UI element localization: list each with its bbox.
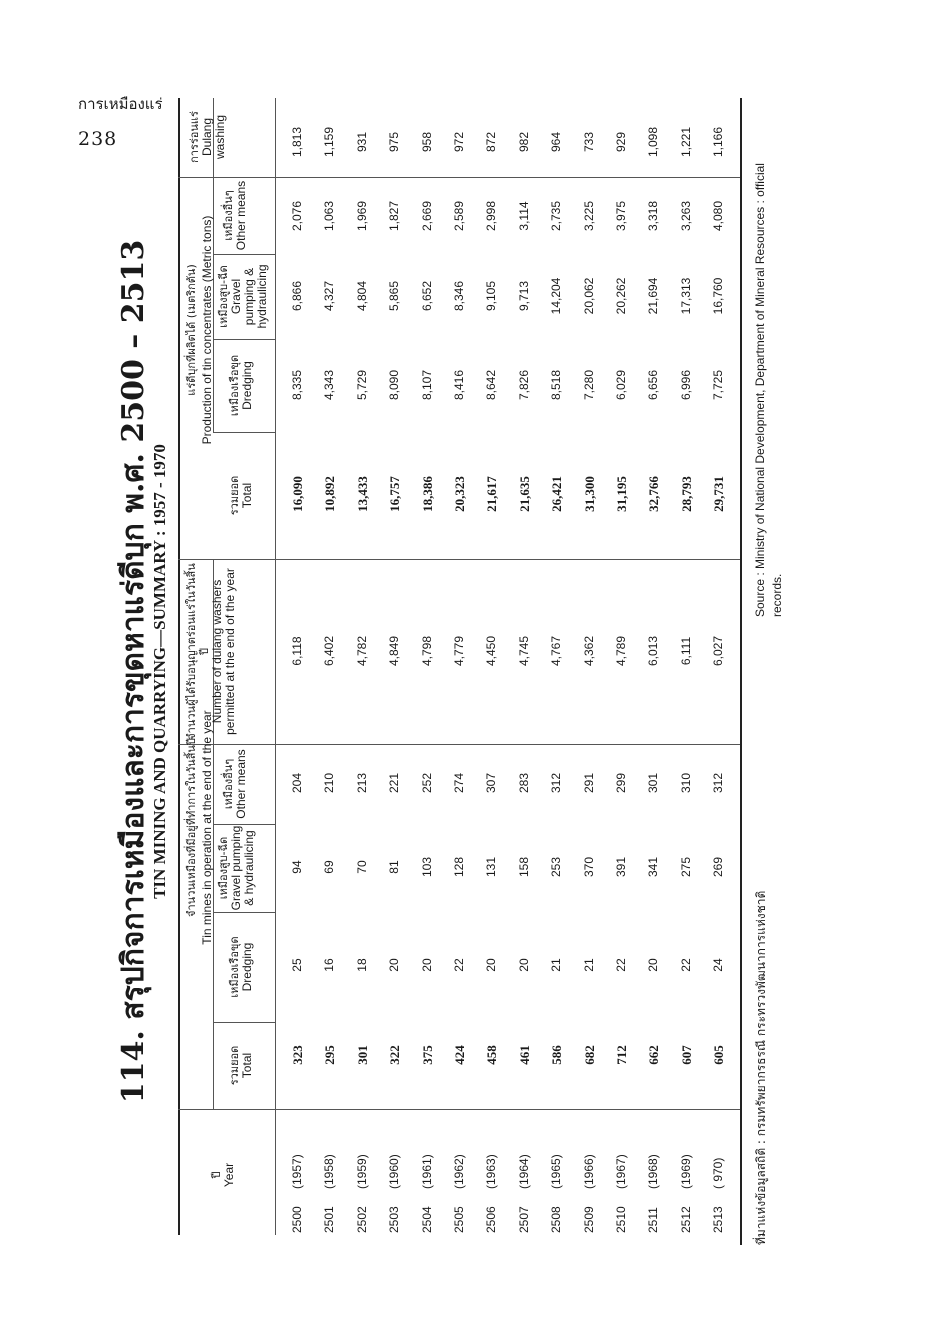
table-cell-pg: 6,652 [419, 280, 434, 312]
table-cell-pd: 8,416 [452, 369, 466, 401]
production-group-header: แร่ดีบุกที่ผลิตได้ (เมตริกตัน) Production of tin concentrates (Metric tons) [185, 215, 214, 445]
table-cell-pu: 964 [549, 131, 564, 153]
table-cell-pu: 1,813 [290, 126, 304, 158]
table-cell-pg: 14,204 [549, 277, 564, 315]
table-cell-dw: 4,450 [484, 635, 499, 667]
table-cell-pg: 9,105 [484, 280, 499, 312]
table-cell-dw: 6,027 [711, 635, 726, 667]
table-cell-dw: 4,767 [549, 635, 564, 667]
table-cell-dw: 6,118 [290, 636, 304, 666]
table-cell-pd: 4,343 [322, 369, 337, 401]
table-cell-mg: 69 [322, 860, 337, 874]
mines-dredging-header: เหมืองเรือขุด Dredging [228, 936, 254, 998]
table-cell-md: 25 [290, 958, 304, 972]
table-cell-pg: 17,313 [678, 277, 693, 315]
table-cell-pd: 8,335 [290, 369, 304, 401]
table-cell-pg: 9,713 [516, 280, 531, 312]
table-cell-mo: 274 [452, 772, 466, 794]
table-cell-mo: 299 [614, 772, 628, 794]
dulang-washers-header: จำนวนผู้ได้รับอนุญาตร่อนแร่ในวันสิ้นปี Number of dulang washers permitted at the end of the year [185, 563, 237, 740]
table-cell-pu: 1,098 [646, 126, 661, 158]
table-cell-po: 4,080 [711, 200, 726, 232]
table-cell-pd: 8,090 [387, 369, 402, 401]
prod-dulang-header: การร่อนแร่ Dulang washing [188, 111, 227, 163]
table-cell-mo: 204 [290, 772, 304, 794]
table-cell-mt: 712 [614, 1045, 629, 1065]
year-ad: (1969) [678, 1154, 693, 1189]
table-cell-md: 22 [614, 958, 628, 972]
year-ad: (1963) [484, 1154, 499, 1189]
table-cell-mg: 94 [290, 860, 304, 874]
table-cell-pt: 16,757 [387, 476, 403, 512]
table-cell-pg: 4,327 [322, 280, 337, 312]
table-cell-po: 2,735 [549, 200, 564, 232]
table-cell-pd: 7,826 [516, 369, 531, 401]
table-cell-pu: 1,159 [322, 126, 337, 158]
table-cell-md: 18 [354, 958, 369, 972]
year-ad: (1958) [322, 1154, 337, 1189]
table-cell-mo: 221 [387, 772, 402, 794]
table-cell-mt: 295 [322, 1045, 338, 1065]
table-cell-po: 3,975 [614, 200, 628, 232]
table-cell-pu: 982 [516, 131, 531, 153]
year-be: 2510 [614, 1206, 628, 1233]
year-be: 2500 [290, 1206, 304, 1233]
table-cell-mt: 461 [516, 1045, 532, 1065]
table-cell-pu: 1,221 [678, 126, 693, 158]
table-cell-pu: 975 [387, 131, 402, 153]
table-cell-dw: 4,849 [387, 635, 402, 667]
source-thai: ที่มาแห่งข้อมูลสถิติ : กรมทรัพยากรธรณี กระทรวงพัฒนาการแห่งชาติ [754, 890, 768, 1245]
table-cell-pd: 7,280 [581, 369, 596, 401]
table-cell-mo: 301 [646, 772, 661, 794]
mines-gravel-header: เหมืองสูบ-ฉีด Gravel pumping & hydraulicing [217, 825, 256, 911]
table-cell-pu: 872 [484, 131, 499, 153]
year-header: ปี Year [210, 1162, 236, 1188]
year-ad: (1967) [614, 1154, 628, 1189]
table-cell-mo: 312 [711, 772, 726, 794]
table-cell-pt: 20,323 [452, 476, 467, 512]
year-be: 2513 [711, 1206, 726, 1233]
year-ad: (1961) [419, 1154, 434, 1189]
running-head: การเหมืองแร่ [78, 95, 163, 113]
table-cell-po: 1,969 [354, 200, 369, 232]
table-cell-pt: 21,635 [516, 476, 532, 512]
table-cell-mg: 253 [549, 856, 564, 878]
table-cell-pt: 32,766 [646, 476, 662, 512]
table-cell-mg: 269 [711, 856, 726, 878]
source-english: Source : Ministry of National Development, Department of Mineral Resources : official records. [753, 163, 784, 617]
table-cell-po: 1,827 [387, 200, 402, 232]
table-cell-pg: 5,865 [387, 280, 402, 312]
table-cell-mg: 128 [452, 856, 466, 878]
bottom-rule [740, 98, 742, 1245]
year-be: 2506 [484, 1206, 499, 1233]
table-cell-pd: 7,725 [711, 369, 726, 401]
table-cell-pd: 6,029 [614, 369, 628, 401]
table-cell-pt: 16,090 [290, 476, 305, 512]
table-cell-md: 20 [387, 958, 402, 972]
table-cell-mt: 458 [484, 1045, 500, 1065]
column-divider [178, 559, 740, 560]
year-be: 2503 [387, 1206, 402, 1233]
year-be: 2508 [549, 1206, 564, 1233]
prod-total-header: รวมยอด Total [228, 475, 254, 516]
table-cell-dw: 6,111 [678, 636, 693, 666]
table-cell-pt: 13,433 [354, 476, 370, 512]
table-cell-mg: 275 [678, 856, 693, 878]
table-cell-po: 1,063 [322, 200, 337, 232]
mines-other-header: เหมืองอื่นๆ Other means [222, 749, 248, 819]
table-cell-mg: 158 [516, 856, 531, 878]
table-cell-mg: 341 [646, 856, 661, 878]
table-cell-pg: 20,262 [614, 277, 628, 315]
table-cell-mt: 323 [290, 1045, 305, 1065]
table-cell-mt: 607 [678, 1045, 694, 1065]
table-cell-md: 16 [322, 958, 337, 972]
year-be: 2504 [419, 1206, 434, 1233]
table-cell-po: 3,318 [646, 200, 661, 232]
table-cell-dw: 4,798 [419, 635, 434, 667]
year-ad: (1968) [646, 1154, 661, 1189]
table-cell-pt: 31,195 [614, 476, 629, 512]
table-cell-md: 20 [516, 958, 531, 972]
table-cell-mg: 131 [484, 856, 499, 878]
table-cell-md: 21 [549, 958, 564, 972]
prod-other-header: เหมืองอื่นๆ Other means [222, 180, 248, 251]
page-number: 238 [78, 128, 118, 150]
table-cell-pg: 21,694 [646, 277, 661, 315]
table-cell-po: 3,114 [516, 201, 531, 231]
table-cell-po: 2,076 [290, 200, 304, 232]
table-cell-po: 2,589 [452, 200, 466, 232]
table-cell-pg: 8,346 [452, 280, 466, 312]
table-cell-mt: 586 [549, 1045, 565, 1065]
table-cell-mo: 213 [354, 772, 369, 794]
table-cell-mg: 370 [581, 856, 596, 878]
table-cell-po: 3,225 [581, 200, 596, 232]
year-ad: (1965) [549, 1154, 564, 1189]
table-cell-mt: 301 [354, 1045, 370, 1065]
table-cell-mo: 291 [581, 772, 596, 794]
table-cell-pt: 26,421 [549, 476, 565, 512]
table-cell-pd: 6,656 [646, 369, 661, 401]
prod-dredging-header: เหมืองเรือขุด Dredging [228, 354, 254, 417]
table-cell-pt: 28,793 [678, 476, 694, 512]
table-cell-pu: 931 [354, 131, 369, 153]
table-cell-md: 20 [484, 958, 499, 972]
table-cell-mg: 391 [614, 856, 628, 878]
table-cell-pt: 10,892 [322, 476, 338, 512]
table-cell-mo: 210 [322, 772, 337, 794]
table-title-thai: 114. สรุปกิจการเหมืองและการขุดหาแร่ดีบุก พ.ศ. 2500 – 2513 [116, 239, 151, 1104]
table-cell-md: 24 [711, 958, 726, 972]
table-cell-pt: 18,386 [419, 476, 435, 512]
table-cell-mo: 252 [419, 772, 434, 794]
table-cell-pu: 929 [614, 131, 628, 153]
table-cell-mt: 682 [581, 1045, 597, 1065]
year-ad: (1964) [516, 1154, 531, 1189]
table-cell-mt: 375 [419, 1045, 435, 1065]
table-cell-po: 3,263 [678, 200, 693, 232]
table-cell-pd: 8,518 [549, 369, 564, 401]
year-ad: (1959) [354, 1154, 369, 1189]
table-cell-pt: 29,731 [711, 476, 727, 512]
table-cell-dw: 6,402 [322, 635, 337, 667]
table-cell-mo: 283 [516, 772, 531, 794]
table-title-english: TIN MINING AND QUARRYING—SUMMARY : 1957 - 1970 [150, 444, 169, 899]
year-ad: ( 970) [711, 1157, 726, 1189]
table-cell-mg: 81 [387, 860, 402, 874]
table-cell-md: 20 [646, 958, 661, 972]
table-cell-dw: 4,779 [452, 635, 466, 667]
table-cell-pu: 958 [419, 131, 434, 153]
mines-total-header: รวมยอด Total [228, 1045, 254, 1086]
table-cell-dw: 4,745 [516, 635, 531, 667]
table-cell-mt: 322 [387, 1045, 403, 1065]
prod-gravel-header: เหมืองสูบ-ฉีด Gravel pumping & hydraulicing [217, 264, 269, 329]
year-ad: (1957) [290, 1154, 304, 1189]
top-rule [178, 98, 180, 1235]
year-be: 2511 [646, 1207, 661, 1233]
table-cell-dw: 6,013 [646, 635, 661, 667]
table-cell-pt: 21,617 [484, 476, 500, 512]
table-cell-mo: 312 [549, 772, 564, 794]
table-cell-md: 22 [452, 958, 466, 972]
table-cell-mo: 310 [678, 772, 693, 794]
table-cell-pd: 5,729 [354, 369, 369, 401]
table-cell-pt: 31,300 [581, 476, 597, 512]
table-cell-mt: 424 [452, 1045, 467, 1065]
year-be: 2512 [678, 1206, 693, 1233]
year-be: 2509 [581, 1206, 596, 1233]
table-cell-dw: 4,782 [354, 635, 369, 667]
year-be: 2502 [354, 1206, 369, 1233]
table-cell-mg: 70 [354, 860, 369, 874]
year-ad: (1960) [387, 1154, 402, 1189]
table-cell-pu: 733 [581, 131, 596, 153]
table-cell-mt: 662 [646, 1045, 662, 1065]
mines-group-header: จำนวนเหมืองที่มีอยู่ที่ทำการในวันสิ้นปี Tin mines in operation at the end of the year [185, 710, 214, 945]
year-be: 2505 [452, 1206, 466, 1233]
column-divider [178, 1109, 740, 1110]
table-cell-dw: 4,789 [614, 635, 628, 667]
table-cell-mo: 307 [484, 772, 499, 794]
table-cell-po: 2,669 [419, 200, 434, 232]
table-cell-pg: 20,062 [581, 277, 596, 315]
table-cell-dw: 4,362 [581, 635, 596, 667]
table-cell-pg: 6,866 [290, 280, 304, 312]
header-bottom-rule [275, 98, 276, 1235]
table-cell-md: 21 [581, 958, 596, 972]
table-cell-pd: 8,642 [484, 369, 499, 401]
table-cell-md: 20 [419, 958, 434, 972]
table-cell-pg: 16,760 [711, 277, 726, 315]
year-be: 2501 [322, 1206, 337, 1233]
year-ad: (1966) [581, 1154, 596, 1189]
table-cell-pu: 1,166 [711, 126, 726, 158]
table-cell-md: 22 [678, 958, 693, 972]
table-cell-pu: 972 [452, 131, 466, 153]
year-ad: (1962) [452, 1154, 466, 1189]
table-cell-po: 2,998 [484, 200, 499, 232]
year-be: 2507 [516, 1206, 531, 1233]
table-cell-pd: 6,996 [678, 369, 693, 401]
rotated-table-page [100, 98, 800, 1245]
table-cell-mg: 103 [419, 856, 434, 878]
table-cell-pd: 8,107 [419, 369, 434, 401]
table-cell-pg: 4,804 [354, 280, 369, 312]
table-cell-mt: 605 [711, 1045, 727, 1065]
